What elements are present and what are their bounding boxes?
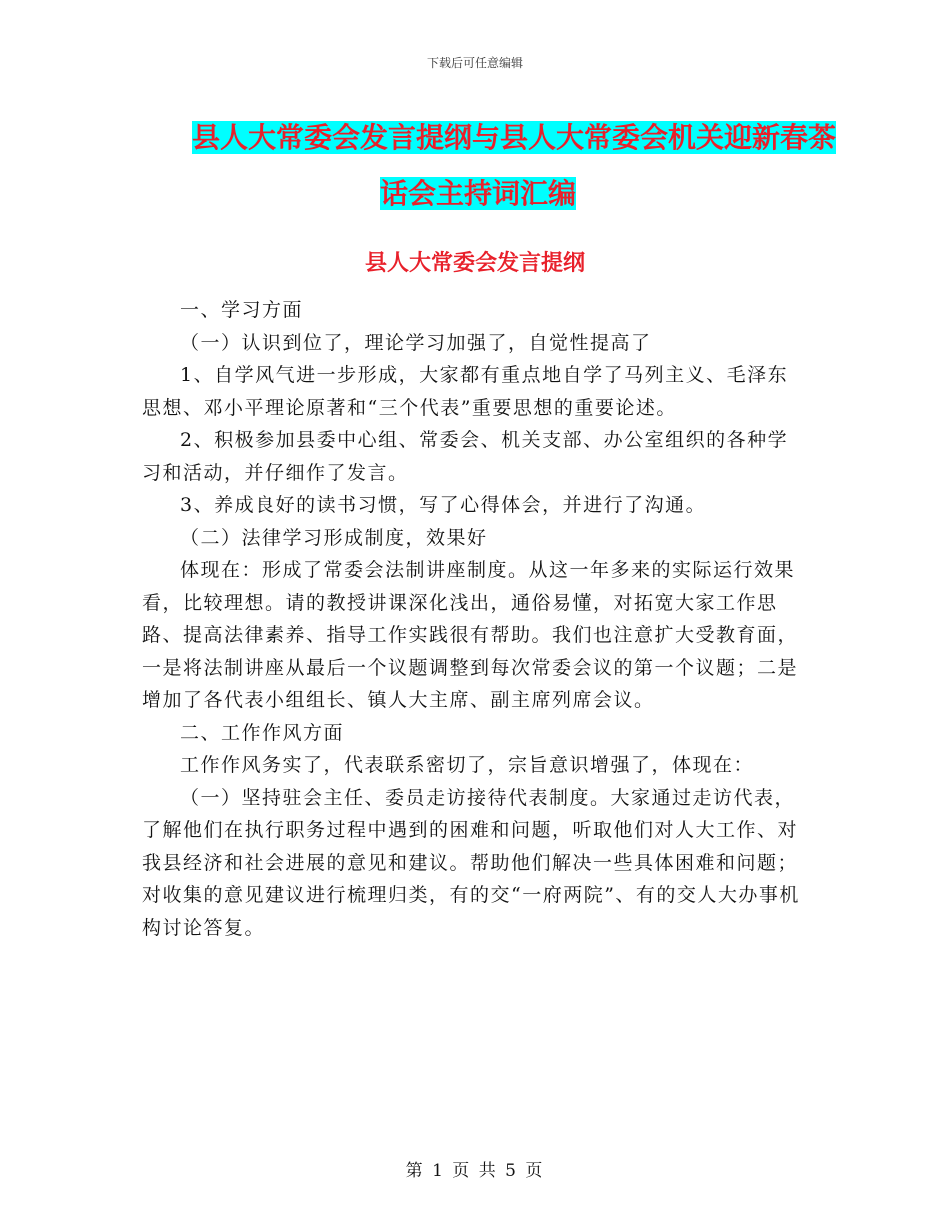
title-highlight-2: 话会主持词汇编: [380, 177, 577, 210]
paragraph-reading-habits: 3、养成良好的读书习惯，写了心得体会，并进行了沟通。: [180, 494, 707, 516]
title-highlight-1: 县人大常委会发言提纲与县人大常委会机关迎新春茶: [192, 121, 837, 154]
header-note: 下载后可任意编辑: [426, 56, 523, 70]
subheading-awareness: （一）认识到位了，理论学习加强了，自觉性提高了: [180, 331, 652, 354]
page-number-footer: 第 1 页 共 5 页: [405, 1161, 545, 1181]
document-title: [140, 110, 837, 222]
paragraph-visit-system: （一）坚持驻会主任、委员走访接待代表制度。大家通过走访代表，了解他们在执行职务过程中遇到的困难和问题，听取他们对人大工作、对我县经济和社会进展的意见和建议。帮助他们解决一些具体困难和问题；对收集的意见建议进行梳理归类，有的交“一府两院”、有的交人大办事机构讨论答复。: [142, 786, 800, 939]
paragraph-work-style-intro: 工作作风务实了，代表联系密切了，宗旨意识增强了，体现在：: [180, 754, 755, 776]
heading-work-style: 二、工作作风方面: [180, 721, 345, 744]
document-title-line-2: [140, 166, 820, 222]
document-body: [142, 294, 808, 944]
heading-study: 一、学习方面: [180, 299, 304, 321]
document-title-line-1: [140, 110, 837, 166]
paragraph-participation: 2、积极参加县委中心组、常委会、机关支部、办公室组织的各种学习和活动，并仔细作了发言。: [142, 429, 789, 484]
paragraph-self-study: 1、自学风气进一步形成，大家都有重点地自学了马列主义、毛泽东思想、邓小平理论原著和“三个代表”重要思想的重要论述。: [142, 364, 789, 419]
subheading-law-study: （二）法律学习形成制度，效果好: [180, 526, 488, 549]
section-title: 县人大常委会发言提纲: [364, 251, 585, 276]
paragraph-law-lectures: 体现在：形成了常委会法制讲座制度。从这一年多来的实际运行效果看，比较理想。请的教授讲课深化浅出，通俗易懂，对拓宽大家工作思路、提高法律素养、指导工作实践很有帮助。我们也注意扩大受教育面，一是将法制讲座从最后一个议题调整到每次常委会议的第一个议题；二是增加了各代表小组组长、镇人大主席、副主席列席会议。: [142, 559, 799, 711]
